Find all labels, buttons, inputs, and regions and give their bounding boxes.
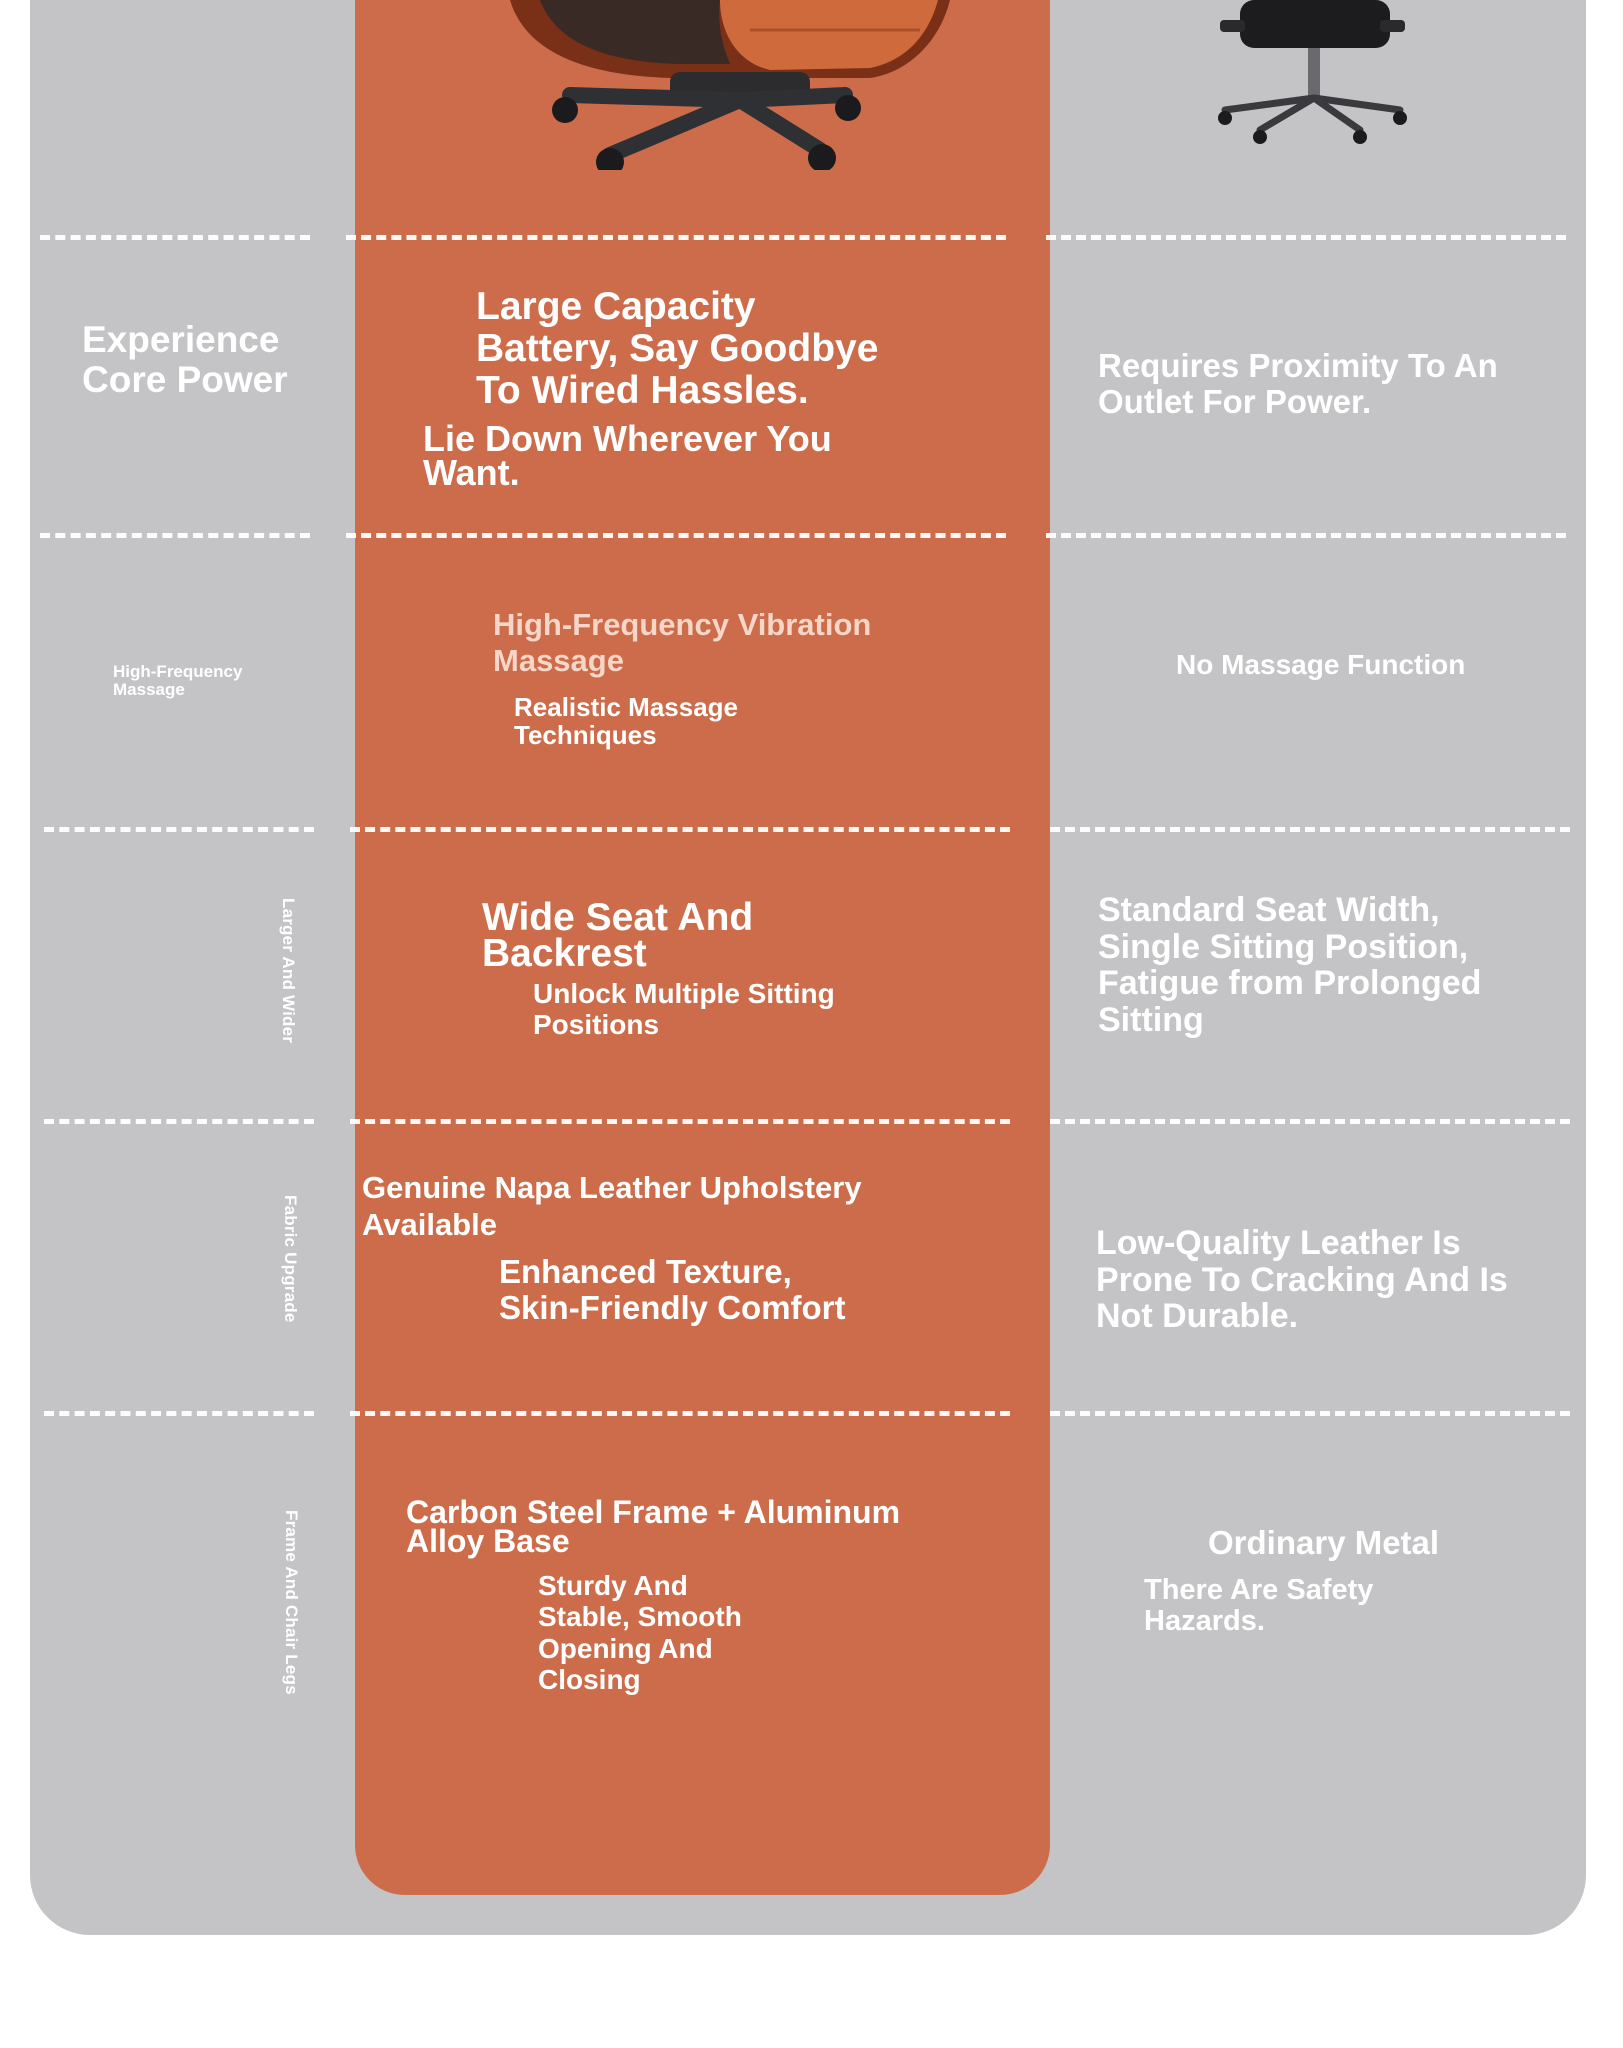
row-divider [40,533,310,538]
our-feature-subtitle: Lie Down Wherever You Want. [423,418,832,494]
row-divider [44,827,314,832]
row-label-fabric: Fabric Upgrade [281,1195,300,1323]
our-feature-subtitle: Enhanced Texture, Skin-Friendly Comfort [499,1253,846,1326]
black-office-chair-image [1200,0,1420,145]
orange-recliner-chair-image [470,0,1000,170]
row-divider [350,1119,1010,1124]
row-divider [1046,235,1566,240]
row-divider [1050,827,1570,832]
our-feature-title: Wide Seat And Backrest [482,896,754,975]
row-divider [350,1411,1010,1416]
row-divider [44,1119,314,1124]
other-feature-title: Ordinary Metal [1208,1524,1440,1561]
row-divider [350,827,1010,832]
row-divider [1050,1119,1570,1124]
our-feature-title: Carbon Steel Frame + Aluminum Alloy Base [406,1494,901,1560]
row-divider [346,533,1006,538]
row-label-wider: Larger And Wider [279,898,298,1044]
other-feature-text: Low-Quality Leather Is Prone To Cracking And Is Not Durable. [1096,1224,1508,1336]
row-label-massage: High-Frequency Massage [113,662,243,699]
comparison-card [30,0,1586,1935]
our-feature-subtitle: Unlock Multiple Sitting Positions [533,978,835,1041]
our-feature-title: Genuine Napa Leather Upholstery Available [362,1170,862,1242]
other-feature-text: Standard Seat Width, Single Sitting Position, Fatigue from Prolonged Sitting [1098,891,1482,1040]
other-feature-text: There Are Safety Hazards. [1144,1574,1374,1638]
row-label-core-power: Experience Core Power [82,319,288,400]
row-label-frame: Frame And Chair Legs [282,1510,301,1695]
other-feature-text: No Massage Function [1176,649,1466,680]
row-divider [1050,1411,1570,1416]
row-divider [44,1411,314,1416]
other-feature-text: Requires Proximity To An Outlet For Power. [1098,347,1498,420]
row-divider [40,235,310,240]
our-feature-subtitle: Realistic Massage Techniques [514,692,739,751]
row-divider [1046,533,1566,538]
row-divider [346,235,1006,240]
our-feature-title: High-Frequency Vibration Massage [493,607,872,678]
our-feature-title: Large Capacity Battery, Say Goodbye To Wired Hassles. [476,285,879,413]
our-feature-subtitle: Sturdy And Stable, Smooth Opening And Closing [538,1570,742,1696]
